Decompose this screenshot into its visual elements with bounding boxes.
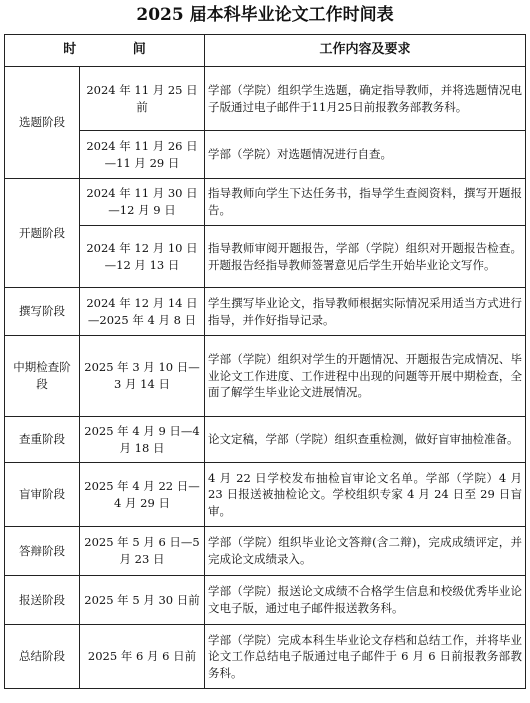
content-column-header: 工作内容及要求 [205,35,526,67]
description-cell: 论文定稿，学部（学院）组织查重检测，做好盲审抽检准备。 [205,417,526,463]
time-column-header: 时 间 [5,35,205,67]
description-cell: 4 月 22 日学校发布抽检盲审论文名单。学部（学院）4 月 23 日报送被抽检论文。学校组织专家 4 月 24 日至 29 日盲审。 [205,463,526,527]
stage-cell: 选题阶段 [5,67,80,179]
date-cell: 2024 年 12 月 14 日—2025 年 4 月 8 日 [80,288,205,336]
description-cell: 学部（学院）完成本科生毕业论文存档和总结工作，并将毕业论文工作总结电子版通过电子邮件于 6 月 6 日前报教务部教务科。 [205,625,526,689]
date-cell: 2025 年 6 月 6 日前 [80,625,205,689]
stage-cell: 开题阶段 [5,179,80,288]
stage-cell: 撰写阶段 [5,288,80,336]
stage-cell: 查重阶段 [5,417,80,463]
description-cell: 指导教师向学生下达任务书，指导学生查阅资料，撰写开题报告。 [205,179,526,226]
date-cell: 2025 年 4 月 9 日—4 月 18 日 [80,417,205,463]
description-cell: 学部（学院）组织对学生的开题情况、开题报告完成情况、毕业论文工作进度、工作进程中出现的问题等开展中期检查，全面了解学生毕业论文进展情况。 [205,336,526,417]
date-cell: 2024 年 11 月 30 日—12 月 9 日 [80,179,205,226]
page-title: 2025 届本科毕业论文工作时间表 [136,5,394,25]
table-row [5,527,526,576]
table-row [5,67,526,131]
description-cell: 学部（学院）报送论文成绩不合格学生信息和校级优秀毕业论文电子版，通过电子邮件报送教务科。 [205,576,526,625]
description-cell: 学部（学院）组织毕业论文答辩(含二辩)，完成成绩评定，并完成论文成绩录入。 [205,527,526,576]
table-row [5,336,526,417]
date-cell: 2024 年 12 月 10 日—12 月 13 日 [80,226,205,288]
date-cell: 2025 年 5 月 6 日—5 月 23 日 [80,527,205,576]
stage-cell: 报送阶段 [5,576,80,625]
description-cell: 学生撰写毕业论文，指导教师根据实际情况采用适当方式进行指导，并作好指导记录。 [205,288,526,336]
date-cell: 2025 年 3 月 10 日—3 月 14 日 [80,336,205,417]
stage-cell: 盲审阶段 [5,463,80,527]
stage-cell: 总结阶段 [5,625,80,689]
date-cell: 2025 年 4 月 22 日—4 月 29 日 [80,463,205,527]
date-cell: 2024 年 11 月 25 日前 [80,67,205,131]
date-cell: 2024 年 11 月 26 日—11 月 29 日 [80,131,205,179]
description-cell: 指导教师审阅开题报告，学部（学院）组织对开题报告检查。开题报告经指导教师签署意见后学生开始毕业论文写作。 [205,226,526,288]
table-row [5,226,526,288]
table-row [5,288,526,336]
table-row [5,576,526,625]
table-row [5,179,526,226]
description-cell: 学部（学院）组织学生选题，确定指导教师，并将选题情况电子版通过电子邮件于11月25日前报教务部教务科。 [205,67,526,131]
date-cell: 2025 年 5 月 30 日前 [80,576,205,625]
table-header-row [5,35,526,67]
schedule-table [4,34,526,689]
table-row [5,131,526,179]
table-row [5,417,526,463]
table-row [5,463,526,527]
table-row [5,625,526,689]
description-cell: 学部（学院）对选题情况进行自查。 [205,131,526,179]
stage-cell: 答辩阶段 [5,527,80,576]
stage-cell: 中期检查阶段 [5,336,80,417]
